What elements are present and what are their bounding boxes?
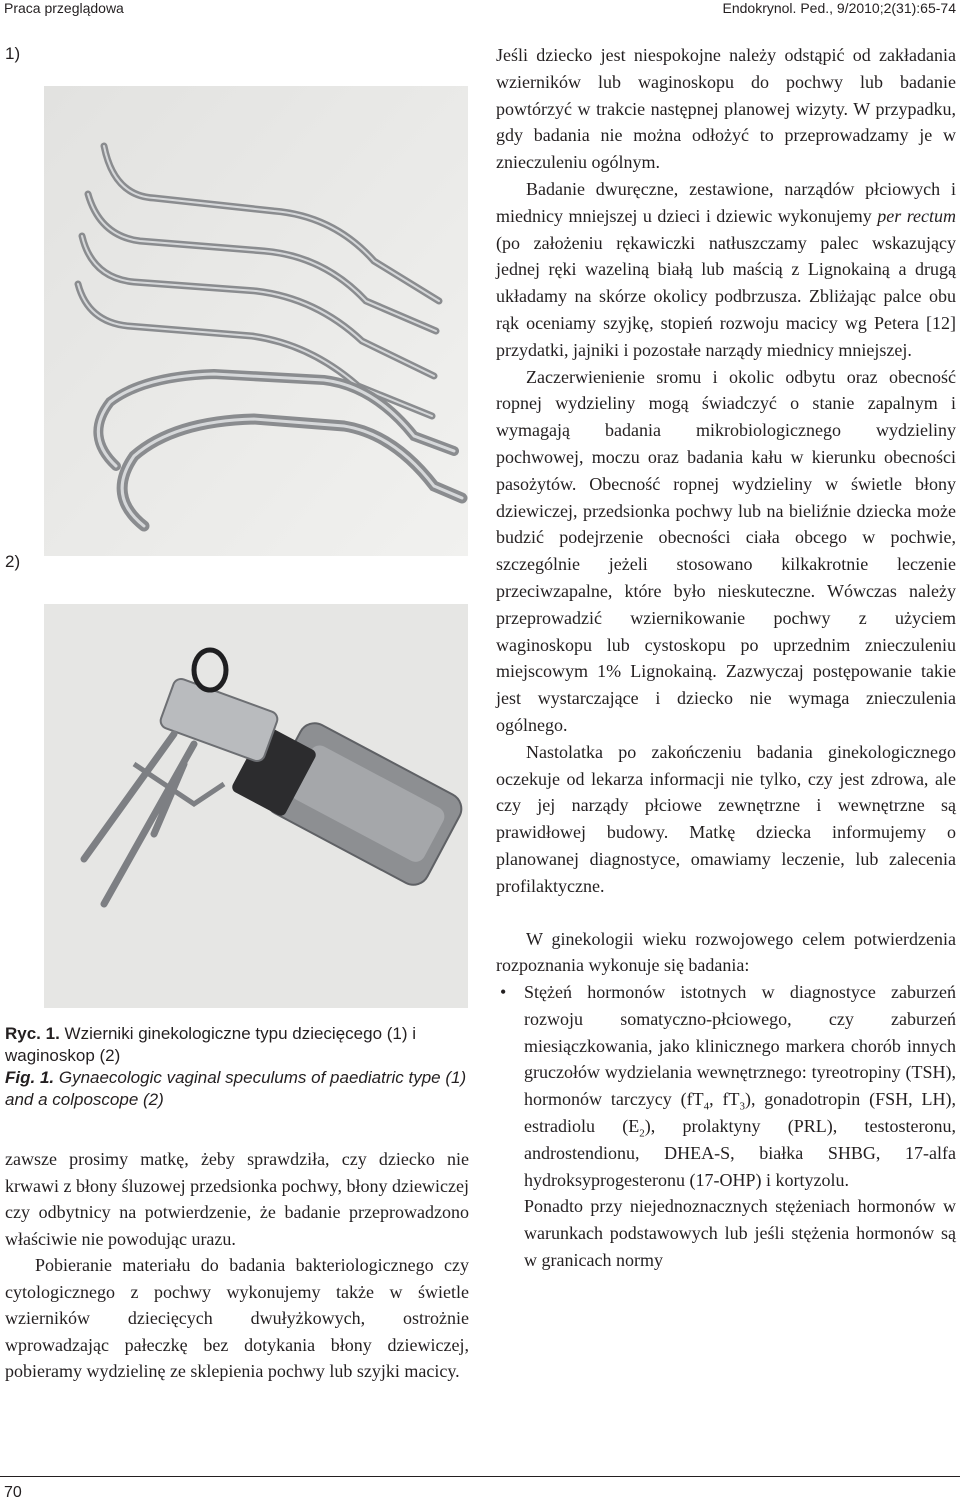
paragraph: Zaczerwienienie sromu i okolic odbytu oraz obecność ropnej wydzieliny mogą świadczyć o stanie zapalnym i wymagają badania mikrobiologicznego wydzieliny pochwowej, moczu oraz badania kału w kierunku obecności pasożytów. Obecność ropnej wydzieliny w świetle błony dziewiczej, przedsionka pochwy lub na bieliźnie dziecka może budzić podejrzenie obecności ciała obcego w pochwie, szczególnie jeżeli stosowano kilkakrotnie leczenie przeciwzapalne, które było nieskuteczne. Wówczas należy przeprowadzić wziernikowanie pochwy z użyciem waginoskopu lub cystoskopu po uprzednim znieczuleniu miejscowym 1% Lignokainą. Zazwyczaj postępowanie takie jest wystarczające i dziecko nie wymaga znieczulenia ogólnego.	[496, 366, 956, 735]
paragraph: Badanie dwuręczne, zestawione, narządów płciowych i miednicy mniejszej u dzieci i dziewic wykonujemy per rectum (po założeniu rękawiczki natłuszczamy palec wskazujący jednej ręki wazeliną białą lub maścią z Lignokainą a drugą układamy na skórze okolicy podbrzusza. Zbliżając palce obu rąk oceniamy szyjkę, stopień rozwoju macicy wg Petera [12] przydatki, jajniki i pozostałe narządy miednicy mniejszej.	[496, 178, 957, 360]
page-number: 70	[4, 1484, 22, 1501]
caption-pl-text: Wzierniki ginekologiczne typu dziecięcego (1) i waginoskop (2)	[5, 1024, 417, 1065]
list-item: • Stężeń hormonów istotnych w diagnostyce zaburzeń rozwoju somatyczno-płciowego, czy zaburzeń miesiączkowania, jako klinicznego markera chorób innych gruczołów wydzielania wewnętrznego: tyreotropiny (TSH), hormonów tarczycy ($fT_4$, $fT_3$), gonadotropin (FSH, LH), estradiolu $(E_2)$, prolaktyny (PRL), testosteronu, androstendionu, DHEA-S, białka SHBG, 17-alfa hydroksyprogesteronu (17-OHP) i kortyzolu.	[496, 979, 956, 1193]
bullet-list	[496, 979, 956, 1193]
caption-pl-label: Ryc. 1.	[5, 1024, 60, 1043]
left-column	[5, 1146, 469, 1385]
paragraph: Ponadto przy niejednoznacznych stężeniach hormonów w warunkach podstawowych lub jeśli stężenia hormonów są w granicach normy	[524, 1196, 956, 1271]
right-column	[496, 42, 956, 1274]
figure-photo-colposcope	[44, 604, 468, 1008]
figure-label-2: 2)	[5, 552, 21, 571]
figure-photo-speculums	[44, 86, 468, 556]
footer-divider	[0, 1476, 960, 1477]
running-header-left: Praca przeglądowa	[4, 0, 124, 16]
paragraph: Pobieranie materiału do badania bakteriologicznego czy cytologicznego z pochwy wykonujemy także w świetle wzierników dziecięcych dwułyżkowych, ostrożnie wprowadzając pałeczkę bez dotykania błony dziewiczej, pobieramy wydzielinę ze sklepienia pochwy lub szyjki macicy.	[5, 1255, 469, 1381]
figure-label-1: 1)	[5, 44, 21, 63]
paragraph: Jeśli dziecko jest niespokojne należy odstąpić od zakładania wzierników lub waginoskopu do pochwy lub badanie powtórzyć w trakcie następnej planowej wizyty. W przypadku, gdy badania nie można odłożyć to przeprowadzamy je w znieczuleniu ogólnym.	[496, 45, 956, 173]
caption-en-text: Gynaecologic vaginal speculums of paediatric type (1) and a colposcope (2)	[5, 1068, 467, 1109]
paragraph: W ginekologii wieku rozwojowego celem potwierdzenia rozpoznania wykonuje się badania:	[496, 928, 956, 976]
running-header-right: Endokrynol. Ped., 9/2010;2(31):65-74	[722, 0, 956, 16]
paragraph: zawsze prosimy matkę, żeby sprawdziła, czy dziecko nie krwawi z błony śluzowej przedsionka pochwy, błony dziewiczej czy odbytnicy na potwierdzenie, że badanie przeprowadzono właściwie nie powodując urazu.	[5, 1149, 469, 1249]
paragraph: Nastolatka po zakończeniu badania ginekologicznego oczekuje od lekarza informacji nie tylko, czy jest zdrowa, ale czy jej narządy płciowe zewnętrzne i wewnętrzne są prawidłowej budowy. Matkę dziecka informujemy o planowanej diagnostyce, omawiamy leczenie, lub zalecenia profilaktyczne.	[496, 741, 956, 896]
caption-en-label: Fig. 1.	[5, 1068, 55, 1087]
figure-caption	[5, 1023, 470, 1111]
